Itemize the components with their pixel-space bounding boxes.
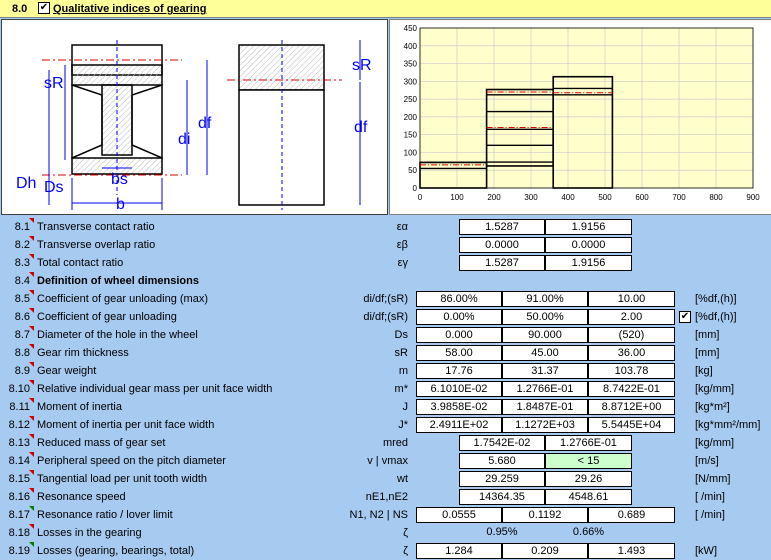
- row-number: 8.15: [8, 473, 30, 485]
- row-symbol: Ds: [394, 329, 408, 341]
- value-cell[interactable]: 36.00: [588, 345, 675, 361]
- param-row: [0, 416, 771, 434]
- row-symbol: nE1,nE2: [365, 491, 408, 503]
- y-tick-label: 0: [412, 184, 417, 193]
- value-cell[interactable]: 29.259: [459, 471, 545, 487]
- row-symbol: wt: [397, 473, 408, 485]
- x-tick-label: 600: [635, 193, 649, 202]
- value-cell[interactable]: 8.8712E+00: [588, 399, 675, 415]
- value-cell[interactable]: 0.1192: [502, 507, 588, 523]
- value-cell[interactable]: 91.00%: [502, 291, 588, 307]
- row-number: 8.9: [14, 365, 30, 377]
- label-df-right: df: [354, 119, 368, 136]
- row-symbol: ζ: [403, 527, 408, 539]
- param-row: [0, 380, 771, 398]
- value-cell[interactable]: 86.00%: [416, 291, 502, 307]
- value-cell[interactable]: 4548.61: [545, 489, 632, 505]
- label-df-left: df: [198, 115, 212, 132]
- value-cell[interactable]: 0.0000: [459, 237, 545, 253]
- plot-area: [420, 28, 753, 188]
- value-cell[interactable]: 2.00: [588, 309, 675, 325]
- row-number: 8.17: [8, 509, 30, 521]
- y-tick-label: 50: [408, 166, 417, 176]
- value-cell[interactable]: 10.00: [588, 291, 675, 307]
- value-cell[interactable]: 6.1010E-02: [416, 381, 502, 397]
- value-cell[interactable]: 1.1272E+03: [502, 417, 588, 433]
- value-cell[interactable]: 5.5445E+04: [588, 417, 675, 433]
- row-symbol: ζ: [403, 545, 408, 557]
- row-unit: [ /min]: [695, 509, 725, 521]
- y-tick-label: 200: [403, 112, 417, 122]
- x-tick-label: 400: [561, 193, 575, 202]
- row-number: 8.4: [14, 275, 30, 287]
- label-sR-left: sR: [44, 75, 64, 92]
- row-number: 8.1: [14, 221, 30, 233]
- value-cell[interactable]: < 15: [545, 453, 632, 469]
- row-label: Reduced mass of gear set: [37, 437, 166, 449]
- param-row: [0, 326, 771, 344]
- value-cell[interactable]: 1.7542E-02: [459, 435, 545, 451]
- row-number: 8.6: [14, 311, 30, 323]
- value-cell[interactable]: 1.284: [416, 543, 502, 559]
- row-label: Gear rim thickness: [37, 347, 129, 359]
- value-cell[interactable]: 8.7422E-01: [588, 381, 675, 397]
- row-unit: [kg]: [695, 365, 713, 377]
- gear-drawing-svg: [2, 20, 387, 214]
- value-cell[interactable]: 0.689: [588, 507, 675, 523]
- row-number: 8.18: [8, 527, 30, 539]
- y-tick-label: 450: [403, 24, 417, 33]
- param-row: [0, 488, 771, 506]
- value-cell[interactable]: 1.2766E-01: [545, 435, 632, 451]
- value-cell[interactable]: 1.493: [588, 543, 675, 559]
- value-cell[interactable]: 2.4911E+02: [416, 417, 502, 433]
- row-symbol: J: [402, 401, 408, 413]
- row-label: Losses (gearing, bearings, total): [37, 545, 195, 557]
- param-row: [0, 344, 771, 362]
- row-label: Total contact ratio: [37, 257, 124, 269]
- label-b: b: [116, 196, 125, 213]
- x-tick-label: 900: [746, 193, 760, 202]
- value-cell[interactable]: 0.0555: [416, 507, 502, 523]
- row-number: 8.11: [9, 401, 30, 413]
- param-row: [0, 272, 771, 290]
- y-tick-label: 150: [403, 130, 417, 140]
- row-label: Resonance ratio / lover limit: [37, 509, 173, 521]
- value-cell[interactable]: 1.9156: [545, 255, 632, 271]
- row-number: 8.2: [14, 239, 30, 251]
- row-unit: [%df,(h)]: [695, 293, 737, 305]
- pinion-section: [227, 40, 342, 210]
- param-row: [0, 362, 771, 380]
- row-label: Tangential load per unit tooth width: [37, 473, 208, 485]
- value-cell[interactable]: 0.95%: [486, 526, 518, 538]
- label-sR-right: sR: [352, 57, 372, 74]
- row-label: Moment of inertia per unit face width: [37, 419, 215, 431]
- section-title: Qualitative indices of gearing: [53, 3, 207, 15]
- row-number: 8.13: [8, 437, 30, 449]
- value-cell[interactable]: 31.37: [502, 363, 588, 379]
- value-cell[interactable]: 103.78: [588, 363, 675, 379]
- value-cell[interactable]: 58.00: [416, 345, 502, 361]
- row-label: Losses in the gearing: [37, 527, 142, 539]
- value-cell[interactable]: 0.00%: [416, 309, 502, 325]
- row-unit: [kg*mm²/mm]: [695, 419, 761, 431]
- row-label: Peripheral speed on the pitch diameter: [37, 455, 226, 467]
- x-tick-label: 0: [417, 193, 423, 202]
- row-label: Transverse contact ratio: [37, 221, 155, 233]
- row-symbol: v | vmax: [367, 455, 408, 467]
- param-row: [0, 506, 771, 524]
- param-row: [0, 398, 771, 416]
- row-symbol: εα: [396, 221, 408, 233]
- param-row: [0, 434, 771, 452]
- row-symbol: εγ: [397, 257, 408, 269]
- row-number: 8.14: [8, 455, 30, 467]
- y-tick-label: 250: [403, 95, 417, 105]
- row-unit: [ /min]: [695, 491, 725, 503]
- label-bs: bs: [111, 171, 128, 188]
- row-number: 8.12: [8, 419, 30, 431]
- value-cell[interactable]: 14364.35: [459, 489, 545, 505]
- y-tick-label: 400: [403, 41, 417, 51]
- row-checkbox[interactable]: ✔: [680, 311, 690, 322]
- row-number: 8.10: [8, 383, 30, 395]
- value-cell[interactable]: 0.0000: [545, 237, 632, 253]
- value-cell[interactable]: 1.5287: [459, 255, 545, 271]
- row-unit: [kW]: [695, 545, 717, 557]
- param-row: [0, 524, 771, 542]
- param-row: [0, 290, 771, 308]
- chart-svg: [390, 20, 771, 214]
- param-row: [0, 308, 771, 326]
- param-row: [0, 470, 771, 488]
- y-tick-label: 350: [403, 59, 417, 69]
- row-symbol: mred: [382, 437, 408, 449]
- dimension-chart: [389, 19, 771, 215]
- value-cell[interactable]: 1.5287: [459, 219, 545, 235]
- section-header: [0, 0, 771, 18]
- value-cell[interactable]: 17.76: [416, 363, 502, 379]
- row-label: Resonance speed: [37, 491, 126, 503]
- value-cell[interactable]: 0.000: [416, 327, 502, 343]
- row-symbol: di/df;(sR): [363, 311, 408, 323]
- row-label: Coefficient of gear unloading: [37, 311, 177, 323]
- row-unit: [mm]: [695, 347, 720, 359]
- value-cell[interactable]: 0.66%: [572, 526, 605, 538]
- value-cell[interactable]: 45.00: [502, 345, 588, 361]
- row-label: Diameter of the hole in the wheel: [37, 329, 198, 341]
- row-symbol: m*: [394, 383, 408, 395]
- row-number: 8.7: [14, 329, 30, 341]
- row-symbol: εβ: [396, 239, 408, 251]
- value-cell[interactable]: 1.2766E-01: [502, 381, 588, 397]
- row-unit: [N/mm]: [695, 473, 731, 485]
- section-number: 8.0: [12, 3, 28, 15]
- row-symbol: m: [398, 365, 408, 377]
- value-cell[interactable]: 1.9156: [545, 219, 632, 235]
- value-cell[interactable]: 50.00%: [502, 309, 588, 325]
- label-Ds: Ds: [44, 179, 64, 196]
- gear-drawing: [1, 19, 388, 215]
- x-tick-label: 800: [709, 193, 723, 202]
- param-row: [0, 236, 771, 254]
- row-label: Relative individual gear mass per unit face width: [37, 383, 273, 395]
- x-tick-label: 100: [450, 193, 464, 202]
- x-tick-label: 200: [487, 193, 501, 202]
- value-cell[interactable]: 90.000: [502, 327, 588, 343]
- row-label: Definition of wheel dimensions: [37, 275, 199, 287]
- row-unit: [mm]: [695, 329, 720, 341]
- row-number: 8.5: [14, 293, 30, 305]
- value-cell[interactable]: 0.209: [502, 543, 588, 559]
- row-unit: [kg/mm]: [695, 437, 735, 449]
- row-label: Moment of inertia: [37, 401, 122, 413]
- row-number: 8.3: [14, 257, 30, 269]
- y-tick-label: 100: [403, 148, 417, 158]
- row-symbol: di/df;(sR): [363, 293, 408, 305]
- row-label: Transverse overlap ratio: [37, 239, 156, 251]
- x-tick-label: 700: [672, 193, 686, 202]
- row-label: Coefficient of gear unloading (max): [37, 293, 209, 305]
- param-row: [0, 542, 771, 560]
- row-label: Gear weight: [37, 365, 97, 377]
- row-unit: [m/s]: [695, 455, 719, 467]
- param-row: [0, 218, 771, 236]
- row-number: 8.19: [8, 545, 30, 557]
- row-number: 8.8: [14, 347, 30, 359]
- row-symbol: N1, N2 | NS: [349, 509, 408, 521]
- row-unit: [%df,(h)]: [695, 311, 737, 323]
- value-cell[interactable]: 5.680: [459, 453, 545, 469]
- x-tick-label: 300: [524, 193, 538, 202]
- param-row: [0, 452, 771, 470]
- row-unit: [kg/mm]: [695, 383, 735, 395]
- row-symbol: J*: [398, 419, 408, 431]
- row-number: 8.16: [8, 491, 30, 503]
- label-Dh: Dh: [16, 175, 37, 192]
- value-cell[interactable]: 1.8487E-01: [502, 399, 588, 415]
- param-row: [0, 254, 771, 272]
- value-cell[interactable]: 3.9858E-02: [416, 399, 502, 415]
- row-unit: [kg*m²]: [695, 401, 730, 413]
- value-cell[interactable]: (520): [588, 327, 675, 343]
- value-cell[interactable]: 29.26: [545, 471, 632, 487]
- section-checkbox[interactable]: ✔: [39, 2, 49, 13]
- label-di: di: [178, 131, 191, 148]
- y-tick-label: 300: [403, 77, 417, 87]
- x-tick-label: 500: [598, 193, 612, 202]
- row-symbol: sR: [394, 347, 408, 359]
